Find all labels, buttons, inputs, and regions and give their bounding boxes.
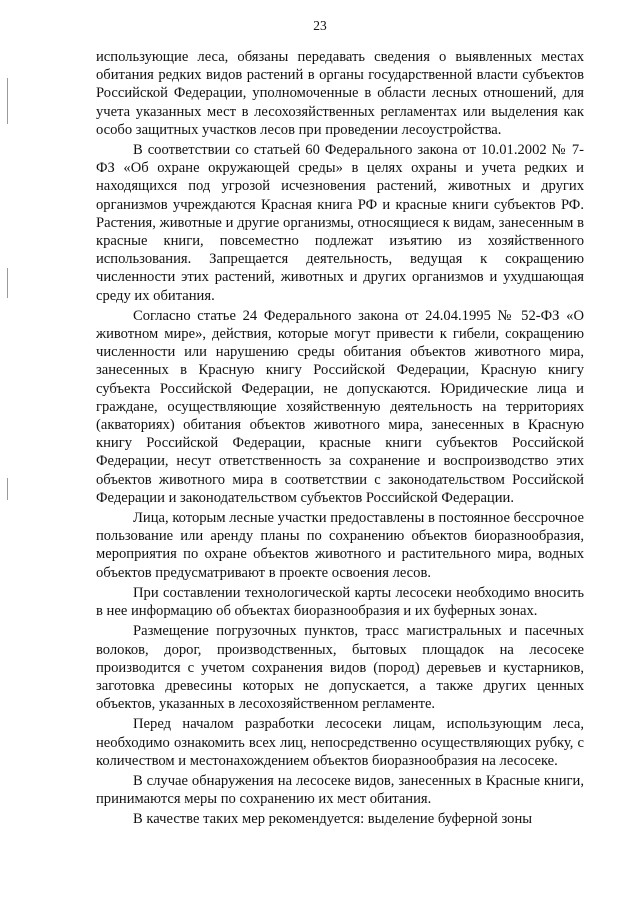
paragraph: При составлении технологической карты лесосеки необходимо вносить в нее информацию об объектах биоразнообразия и их буферных зонах. [96,584,584,620]
scan-edge-mark [7,78,8,124]
paragraph: Размещение погрузочных пунктов, трасс магистральных и пасечных волоков, дорог, производственных, бытовых площадок на лесосеке производится с учетом сохранения видов (пород) деревьев и кустарников, заготовка древесины которых не допускается, а также других ценных объектов, указанных в лесохозяйственном регламенте. [96,623,584,713]
paragraph: В качестве таких мер рекомендуется: выделение буферной зоны [133,811,533,828]
paragraph: В случае обнаружения на лесосеке видов, занесенных в Красные книги, принимаются меры по сохранению их мест обитания. [96,772,584,808]
paragraph: Согласно статье 24 Федерального закона от 24.04.1995 № 52-ФЗ «О животном мире», действия, которые могут привести к гибели, сокращению численности или нарушению среды обитания объектов животного мира, занесенных в Красную книгу Российской Федерации, Красную книгу субъекта Российской Федерации, не допускаются. Юридические лица и граждане, осуществляющие хозяйственную деятельность на территориях (акваториях) обитания объектов животного мира, занесенных в Красную книгу Российской Федерации, красные книги субъектов Российской Федерации, несут ответственность за сохранение и воспроизводство этих объектов животного мира в соответствии с законодательством Российской Федерации и законодательством субъектов Российской Федерации. [96,307,584,506]
page-number: 23 [313,18,327,33]
paragraph: использующие леса, обязаны передавать сведения о выявленных местах обитания редких видов растений в органы государственной власти субъектов Российской Федерации, уполномоченные в области лесных отношений, для учета указанных мест в лесохозяйственных регламентах или выделения как особо защитных участков лесов при проведении лесоустройства. [96,49,584,138]
scan-edge-mark [7,268,8,298]
document-body [96,48,584,831]
paragraph: Лица, которым лесные участки предоставлены в постоянное бессрочное пользование или аренду планы по сохранению объектов биоразнообразия, мероприятия по охране объектов животного и растительного мира, водных объектов предусматривают в проекте освоения лесов. [96,510,584,581]
paragraph: Перед началом разработки лесосеки лицам, использующим леса, необходимо ознакомить всех лиц, непосредственно осуществляющих рубку, с количеством и местонахождением объектов биоразнообразия на лесосеке. [96,716,584,769]
scan-edge-mark [7,478,8,500]
paragraph: В соответствии со статьей 60 Федерального закона от 10.01.2002 № 7-ФЗ «Об охране окружающей среды» в целях охраны и учета редких и находящихся под угрозой исчезновения растений, животных и других организмов учреждаются Красная книга РФ и красные книги субъектов РФ. Растения, животные и другие организмы, относящиеся к видам, занесенным в красные книги, повсеместно подлежат изъятию из хозяйственного использования. Запрещается деятельность, ведущая к сокращению численности этих растений, животных и других организмов и ухудшающая среду их обитания. [96,142,584,304]
